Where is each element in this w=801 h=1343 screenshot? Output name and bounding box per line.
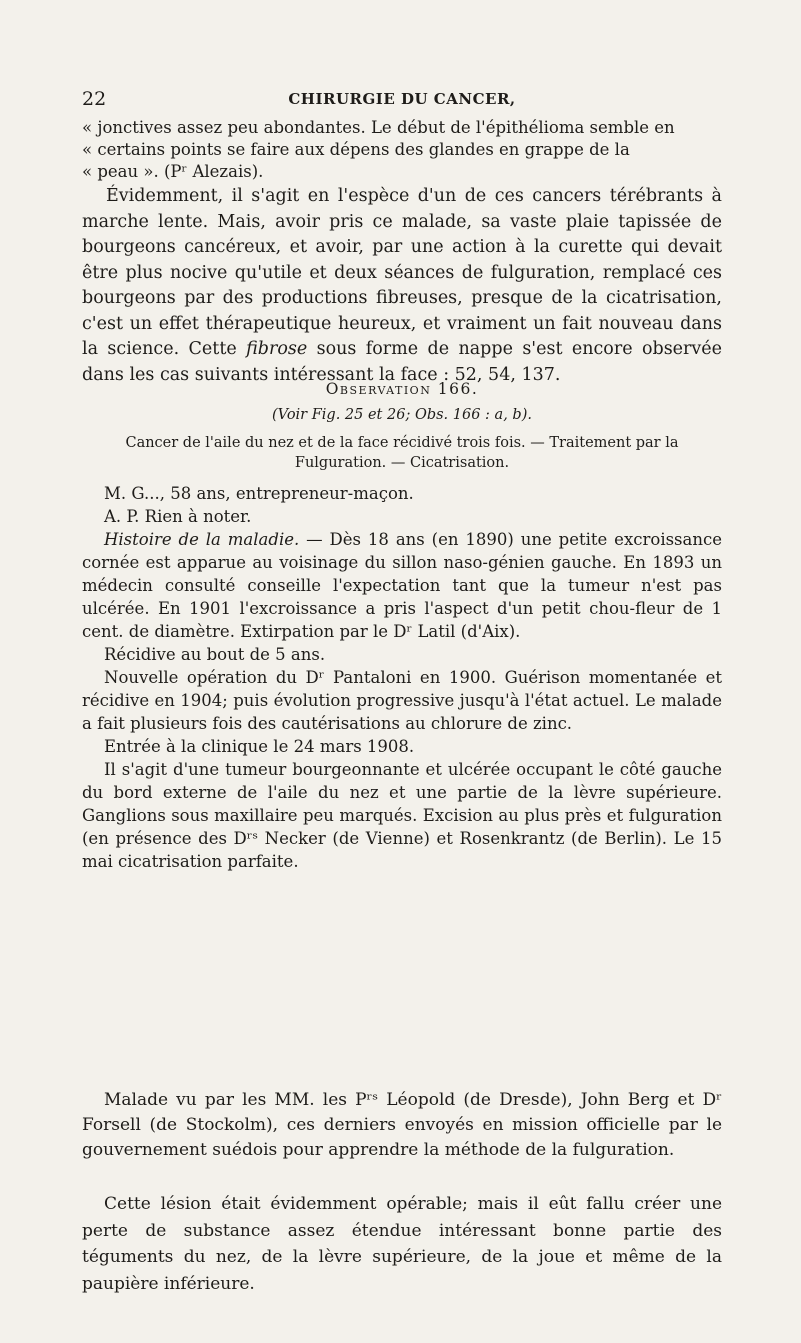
- intro-text-after: sous forme de nappe s'est encore observée dans les cas suivants intéressant la face : 52, 54, 137.: [82, 339, 722, 385]
- case-report: [82, 482, 722, 873]
- intro-paragraph: [82, 184, 722, 388]
- tumor-paragraph: Il s'agit d'une tumeur bourgeonnante et ulcérée occupant le côté gauche du bord externe de l'aile du nez et une partie de la lèvre supérieure. Ganglions sous maxillaire peu marqués. Excision au plus près et fulguration (en présence des Dʳˢ Necker (de Vienne) et Rosenkrantz (de Berlin). Le 15 mai cicatrisation parfaite.: [82, 760, 722, 871]
- quote-line: « peau ». (Pʳ Alezais).: [82, 162, 264, 181]
- history-paragraph: [82, 528, 722, 643]
- observation-title: Observation 166.: [325, 380, 479, 398]
- fibrose-emphasis: fibrose: [246, 339, 308, 359]
- antecedents-line: A. P. Rien à noter.: [104, 507, 252, 526]
- intro-text-before: Évidemment, il s'agit en l'espèce d'un de ces cancers térébrants à marche lente. Mais, avoir pris ce malade, sa vaste plaie tapissée de bourgeons cancéreux, et avoir, par une action à la curette qui devait être plus nocive qu'utile et deux séances de fulguration, remplacé ces bourgeons par des productions fibreuses, presque de la cicatrisation, c'est un effet thérapeutique heureux, et vraiment un fait nouveau dans la science. Cette: [82, 186, 722, 359]
- running-title: CHIRURGIE DU CANCER,: [288, 90, 516, 108]
- lesion-paragraph: Cette lésion était évidemment opérable; mais il eût fallu créer une perte de substance assez étendue intéressant bonne partie des téguments du nez, de la lèvre supérieure, de la joue et même de la paupière inférieure.: [82, 1194, 722, 1294]
- page-header: [82, 88, 722, 112]
- patient-line: M. G..., 58 ans, entrepreneur-maçon.: [104, 484, 414, 503]
- second-operation-paragraph: Nouvelle opération du Dʳ Pantaloni en 1900. Guérison momentanée et récidive en 1904; puis évolution progressive jusqu'à l'état actuel. Le malade a fait plusieurs fois des cautérisations au chlorure de zinc.: [82, 668, 722, 733]
- recidive-line: Récidive au bout de 5 ans.: [104, 645, 326, 664]
- observation-reference: (Voir Fig. 25 et 26; Obs. 166 : a, b).: [272, 407, 532, 423]
- visitors-paragraph: Malade vu par les MM. les Pʳˢ Léopold (de Dresde), John Berg et Dʳ Forsell (de Stockolm), ces derniers envoyés en mission officielle par le gouvernement suédois pour apprendre la méthode de la fulguration.: [82, 1090, 722, 1160]
- page-number: 22: [82, 88, 107, 110]
- quoted-text: [82, 117, 722, 183]
- observation-subtitle: Cancer de l'aile du nez et de la face récidivé trois fois. — Traitement par la Fulguration. — Cicatrisation.: [125, 435, 679, 471]
- admission-line: Entrée à la clinique le 24 mars 1908.: [104, 737, 415, 756]
- history-label: Histoire de la maladie.: [104, 530, 300, 549]
- lesion-block: [82, 1191, 722, 1297]
- quote-line: « jonctives assez peu abondantes. Le début de l'épithélioma semble en: [82, 118, 675, 137]
- history-text: — Dès 18 ans (en 1890) une petite excroissance cornée est apparue au voisinage du sillon naso-génien gauche. En 1893 un médecin consulté conseille l'expectation tant que la tumeur n'est pas ulcérée. En 1901 l'excroissance a pris l'aspect d'un petit chou-fleur de 1 cent. de diamètre. Extirpation par le Dʳ Latil (d'Aix).: [82, 530, 722, 641]
- quote-line: « certains points se faire aux dépens des glandes en grappe de la: [82, 140, 630, 159]
- visitors-block: [82, 1088, 722, 1163]
